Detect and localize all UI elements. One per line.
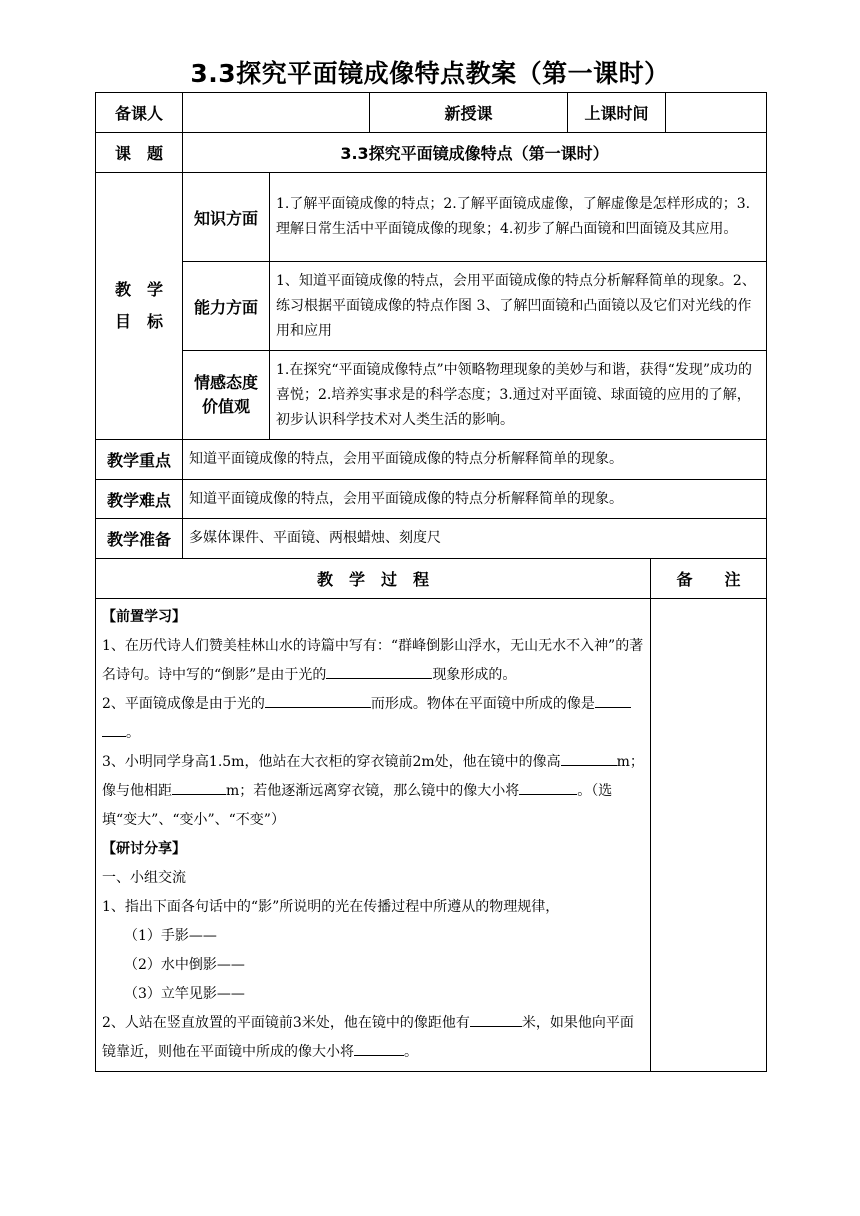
topic-label: 课 题 (96, 133, 183, 173)
question-2: 2、平面镜成像是由于光的 而形成。物体在平面镜中所成的像是。 (102, 690, 644, 748)
process-header: 教 学 过 程 (96, 559, 651, 599)
class-time-value (666, 93, 767, 133)
answer-blank[interactable] (172, 778, 226, 795)
answer-blank[interactable] (595, 691, 631, 708)
discussion-item-3: （3）立竿见影—— (124, 986, 245, 1002)
group-title: 一、小组交流 (102, 870, 186, 886)
knowledge-text: 1.了解平面镜成像的特点；2.了解平面镜成虚像，了解虚像是怎样形成的；3.理解日常生活中平面镜成像的现象；4.初步了解凸面镜和凹面镜及其应用。 (270, 173, 767, 262)
pre-study-heading: 【前置学习】 (102, 609, 186, 625)
discussion-2: 2、人站在竖直放置的平面镜前3米处，他在镜中的像距他有 米，如果他向平面镜靠近，则他在平面镜中所成的像大小将 。 (102, 1009, 644, 1067)
topic-value: 3.3探究平面镜成像特点（第一课时） (183, 133, 767, 173)
knowledge-label: 知识方面 (183, 173, 270, 262)
preparation-text: 多媒体课件、平面镜、两根蜡烛、刻度尺 (183, 519, 767, 559)
discussion-item-1: （1）手影—— (124, 928, 217, 944)
preparer-value (183, 93, 370, 133)
difficulties-label: 教学难点 (96, 480, 183, 519)
objectives-label-line1: 教 学 (114, 280, 163, 299)
answer-blank[interactable] (265, 691, 371, 708)
lesson-info-table (95, 92, 767, 559)
class-time-label: 上课时间 (568, 93, 666, 133)
answer-blank[interactable] (561, 749, 617, 766)
teaching-process-table (95, 558, 767, 1072)
key-points-label: 教学重点 (96, 440, 183, 480)
objectives-label-line2: 目 标 (114, 312, 163, 331)
difficulties-text: 知道平面镜成像的特点，会用平面镜成像的特点分析解释简单的现象。 (183, 480, 767, 519)
ability-label: 能力方面 (183, 262, 270, 351)
notes-cell (651, 599, 767, 1072)
attitude-text: 1.在探究“平面镜成像特点”中领略物理现象的美妙与和谐，获得“发现”成功的喜悦；2.培养实事求是的科学态度；3.通过对平面镜、球面镜的应用的了解，初步认识科学技术对人类生活的影响。 (270, 351, 767, 440)
objectives-label (96, 173, 183, 440)
answer-blank[interactable] (470, 1010, 522, 1027)
preparer-label: 备课人 (96, 93, 183, 133)
question-1: 1、在历代诗人们赞美桂林山水的诗篇中写有：“群峰倒影山浮水，无山无水不入神”的著名诗句。诗中写的“倒影”是由于光的 现象形成的。 (102, 638, 644, 683)
ability-text: 1、知道平面镜成像的特点，会用平面镜成像的特点分析解释简单的现象。2、练习根据平面镜成像的特点作图 3、了解凹面镜和凸面镜以及它们对光线的作用和应用 (270, 262, 767, 351)
answer-blank[interactable] (326, 662, 432, 679)
discuss-heading: 【研讨分享】 (102, 841, 186, 857)
preparation-label: 教学准备 (96, 519, 183, 559)
answer-blank[interactable] (102, 720, 126, 737)
question-3: 3、小明同学身高1.5m，他站在大衣柜的穿衣镜前2m处，他在镜中的像高 m；像与他相距 m；若他逐渐远离穿衣镜，那么镜中的像大小将 。（选填“变大”、“变小”、“不变”） (102, 748, 644, 835)
answer-blank[interactable] (519, 778, 577, 795)
key-points-text: 知道平面镜成像的特点，会用平面镜成像的特点分析解释简单的现象。 (183, 440, 767, 480)
lesson-type: 新授课 (370, 93, 568, 133)
discussion-1: 1、指出下面各句话中的“影”所说明的光在传播过程中所遵从的物理规律， (102, 899, 560, 915)
notes-header: 备 注 (651, 559, 767, 599)
attitude-label (183, 351, 270, 440)
attitude-label-line2: 价值观 (201, 397, 250, 416)
page-title: 3.3探究平面镜成像特点教案（第一课时） (190, 59, 670, 88)
attitude-label-line1: 情感态度 (193, 373, 258, 392)
discussion-item-2: （2）水中倒影—— (124, 957, 245, 973)
process-content (96, 599, 651, 1072)
answer-blank[interactable] (354, 1039, 404, 1056)
